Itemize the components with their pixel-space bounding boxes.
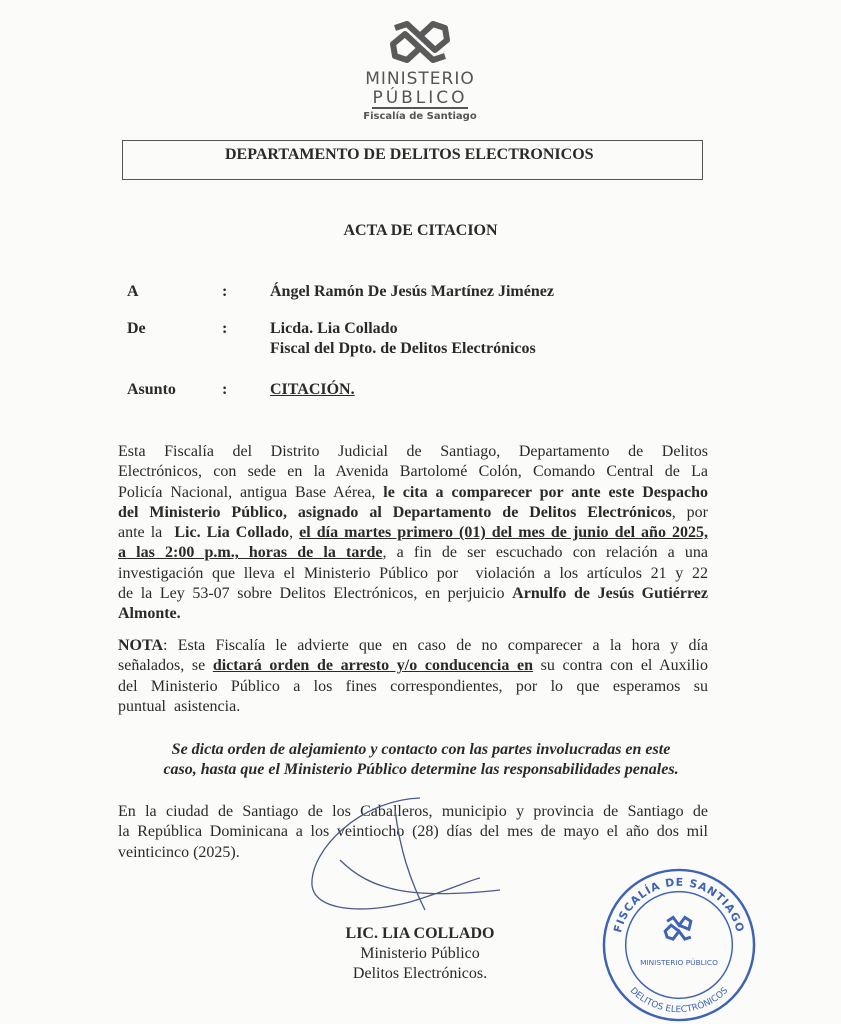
from-value: Licda. Lia Collado [270,320,398,337]
note-line: Se dicta orden de alejamiento y contacto con las partes involucradas en este [171,741,671,758]
restraining-order-note [118,740,724,781]
to-colon: : [222,283,228,300]
text-segment: Esta Fiscalía del Distrito Judicial de Santiago, Departamento de Delitos [118,443,708,460]
text-segment: del Ministerio Público a los fines correspondientes, por lo que esperamos su [118,677,708,695]
text-segment: veinticinco (2025). [118,843,240,861]
stamp-inner-arc-text: DELITOS ELECTRÓNICOS [627,985,731,1016]
text-segment: la República Dominicana a los veintiocho (28) días del mes de mayo el año dos mil [118,823,708,841]
text-line [118,636,708,656]
text-line [118,503,708,523]
knot-logo-icon [385,20,455,64]
text-segment: ante la [118,524,175,542]
text-segment: le cita a comparecer por ante este Despacho [383,483,708,501]
text-segment: NOTA [118,637,164,654]
stamp-center-text: MINISTERIO PÚBLICO [640,957,718,967]
signer-department: Delitos Electrónicos. [352,965,488,982]
from-label: De [127,320,146,337]
text-line [118,697,708,717]
handwritten-signature [300,790,520,940]
note-line: caso, hasta que el Ministerio Público determine las responsabilidades penales. [163,761,679,779]
text-line [118,677,708,697]
subject-label: Asunto [127,381,176,398]
logo-line-1: MINISTERIO [365,69,475,89]
text-segment: a las 2:00 p.m., horas de la tarde [118,544,383,562]
text-segment: dictará orden de arresto y/o conducencia en [212,657,533,675]
subject-value: CITACIÓN. [270,381,355,398]
body-paragraph [118,442,708,625]
text-line [118,656,708,676]
department-box [122,140,703,180]
document-title: ACTA DE CITACION [343,222,498,239]
text-segment: En la ciudad de Santiago de los Caballeros, municipio y provincia de Santiago de [118,803,708,820]
text-line [118,442,708,462]
text-line [118,564,708,584]
signer-office: Ministerio Público [360,945,480,962]
text-line [118,483,708,503]
text-segment: investigación que lleva el Ministerio Público por violación a los artículos 21 y 22 [118,564,708,582]
text-segment: de la Ley 53-07 sobre Delitos Electrónicos, en perjuicio [118,585,513,603]
text-segment: del Ministerio Público, asignado al Departamento de Delitos Electrónicos [118,503,672,521]
to-label: A [127,283,139,300]
ministerio-publico-logo [340,20,500,122]
text-segment: puntual asistencia. [118,697,241,715]
signature-block [300,924,540,984]
text-segment: el día martes primero (01) del mes de junio del año 2025, [299,524,709,542]
stamp-outer-text: FISCALÍA DE SANTIAGO [611,875,747,935]
text-line [118,584,708,604]
text-segment: , [289,524,300,542]
text-segment: , por [671,503,709,521]
text-segment: su contra con el Auxilio [532,657,709,675]
signer-name: LIC. LIA COLLADO [345,925,495,942]
text-line [118,604,708,624]
text-line [118,523,708,543]
text-segment: señalados, se [118,657,213,675]
logo-line-2: PÚBLICO [372,88,468,108]
from-colon: : [222,320,228,337]
text-segment: , a fin de ser escuchado con relación a una [382,544,709,562]
text-segment: Policía Nacional, antigua Base Aérea, [118,483,384,501]
subject-colon: : [222,381,228,398]
department-title: DEPARTAMENTO DE DELITOS ELECTRONICOS [225,146,594,163]
official-stamp [600,866,758,1024]
from-title: Fiscal del Dpto. de Delitos Electrónicos [270,340,536,357]
logo-line-3: Fiscalía de Santiago [363,111,477,122]
stamp-logo-icon [665,917,691,939]
text-line [118,462,708,482]
text-segment: Almonte. [118,605,181,623]
text-segment: Lic. Lia Collado [174,524,290,542]
to-value: Ángel Ramón De Jesús Martínez Jiménez [270,283,554,300]
text-segment: Electrónicos, con sede en la Avenida Bartolomé Colón, Comando Central de La [118,463,708,481]
text-line [118,543,708,563]
nota-paragraph [118,636,708,717]
text-segment: : Esta Fiscalía le advierte que en caso de no comparecer a la hora y día [163,637,708,654]
text-segment: Arnulfo de Jesús Gutiérrez [512,585,708,603]
